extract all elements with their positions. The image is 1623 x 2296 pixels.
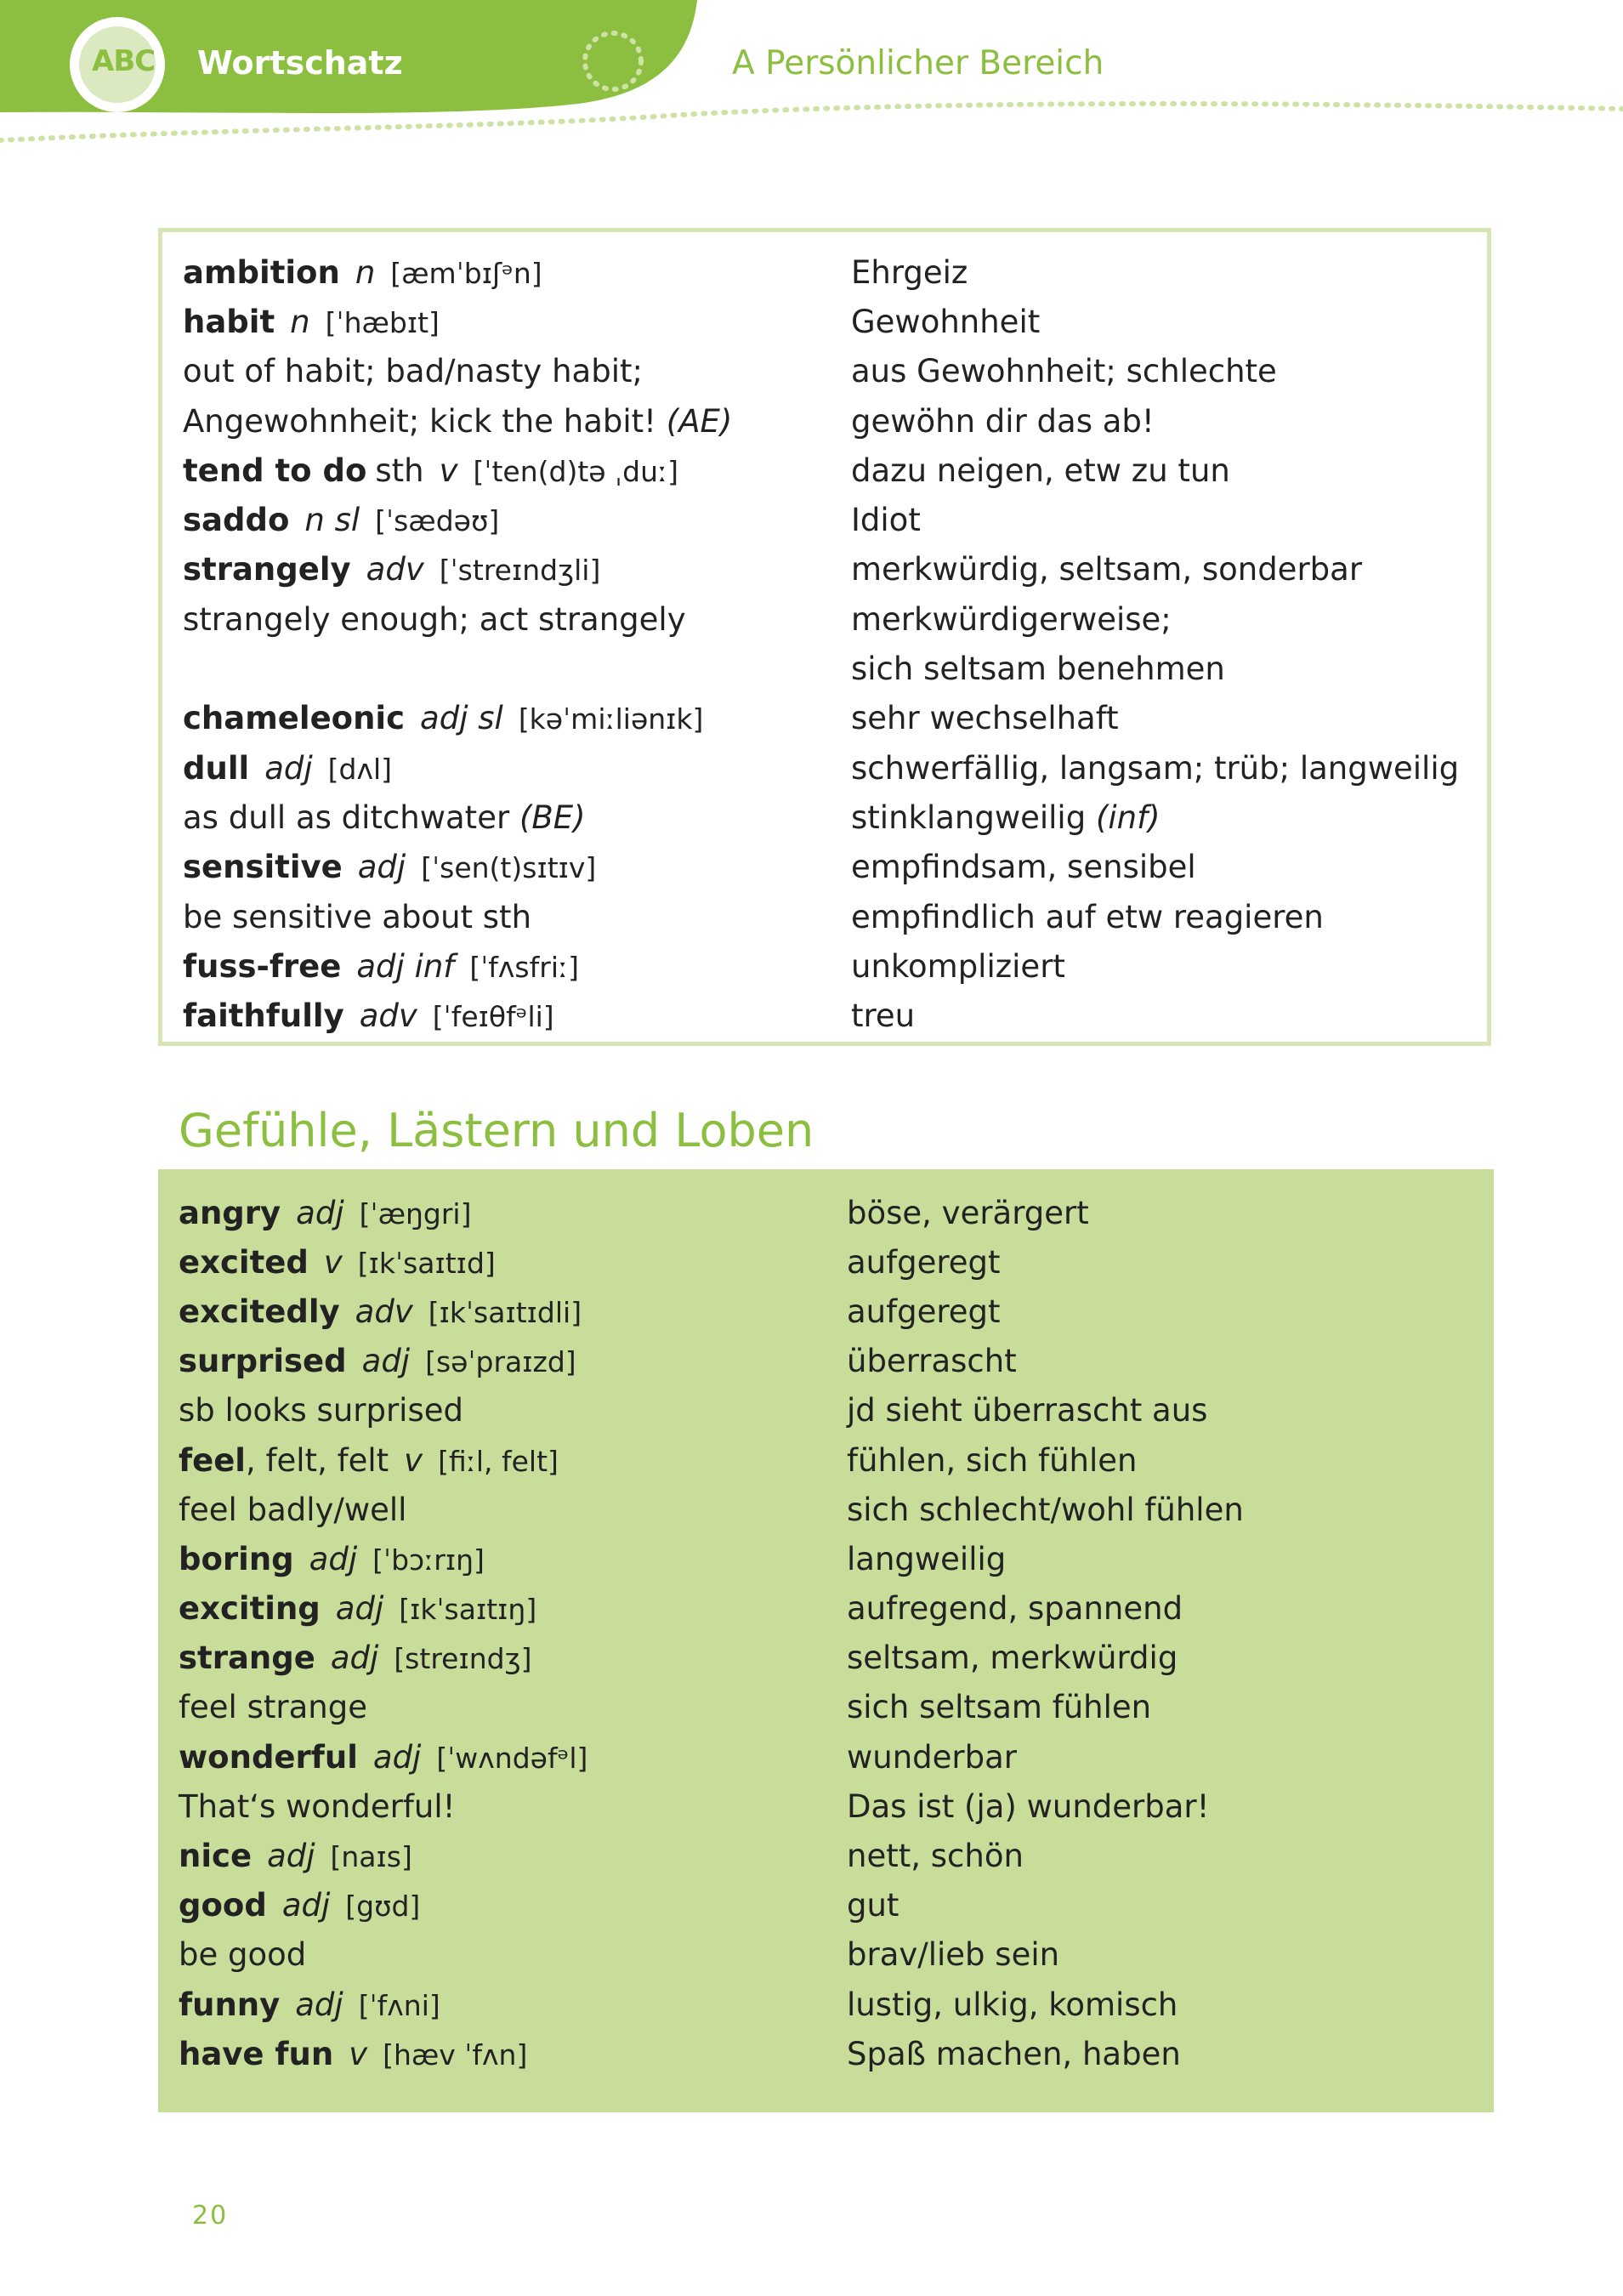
- english-term: [179, 1293, 847, 1330]
- part-of-speech: adj: [296, 1194, 344, 1231]
- headword: feel: [179, 1441, 246, 1479]
- translation-text: nett, schön: [847, 1838, 1024, 1875]
- headword: nice: [179, 1838, 253, 1875]
- pronunciation: [ɪkˈsaɪtɪd]: [357, 1246, 496, 1280]
- part-of-speech: adv: [366, 551, 424, 588]
- part-of-speech: adj: [357, 849, 406, 886]
- vocab-box-personality: [158, 228, 1491, 1046]
- translation-text: merkwürdigerweise;: [851, 600, 1172, 638]
- vocab-row: [179, 2029, 1479, 2078]
- english-term: [179, 1194, 847, 1231]
- headword: angry: [179, 1194, 281, 1231]
- example-phrase: sb looks surprised: [179, 1392, 463, 1429]
- translation-text: empfindsam, sensibel: [851, 849, 1196, 886]
- german-translation: [847, 1441, 1479, 1479]
- vocab-row: [179, 1584, 1479, 1634]
- part-of-speech: n sl: [304, 502, 360, 539]
- english-term: [179, 1441, 847, 1479]
- pronunciation: [æmˈbɪʃᵊn]: [390, 256, 542, 290]
- headword: sensitive: [183, 849, 343, 886]
- example-phrase: strangely enough; act strangely: [183, 600, 686, 638]
- part-of-speech: n: [355, 253, 376, 291]
- translation-text: dazu neigen, etw zu tun: [851, 452, 1230, 489]
- vocab-row: [183, 743, 1484, 793]
- translation-text: schwerfällig, langsam; trüb; langweilig: [851, 749, 1460, 787]
- part-of-speech: adj: [281, 1887, 331, 1924]
- headword: tend to do: [183, 452, 367, 489]
- vocab-row: [179, 1237, 1479, 1287]
- vocab-row: [179, 1683, 1479, 1732]
- headword: wonderful: [179, 1738, 358, 1776]
- english-term: [183, 402, 851, 440]
- headword: boring: [179, 1540, 294, 1577]
- english-term: [183, 502, 851, 539]
- vocab-row: [179, 1634, 1479, 1683]
- part-of-speech: adj: [295, 1986, 343, 2023]
- headword: strange: [179, 1640, 315, 1677]
- region-label: (BE): [519, 798, 586, 836]
- page-number: 20: [192, 2201, 229, 2231]
- english-term: [183, 898, 851, 935]
- german-translation: [847, 1194, 1479, 1231]
- german-translation: [847, 1243, 1479, 1281]
- german-translation: [851, 651, 1484, 688]
- english-term: [183, 749, 851, 787]
- pronunciation: [ˈstreɪndʒli]: [439, 554, 601, 588]
- headword-suffix: sth: [375, 452, 424, 489]
- english-term: [179, 1936, 847, 1974]
- header-section-title: A Persönlicher Bereich: [732, 44, 1104, 82]
- english-term: [183, 997, 851, 1035]
- vocab-row: [179, 1831, 1479, 1880]
- vocab-row: [183, 347, 1484, 396]
- pronunciation: [gʊd]: [345, 1890, 421, 1924]
- vocab-row: [179, 1980, 1479, 2029]
- vocab-list: [183, 247, 1484, 1041]
- german-translation: [851, 353, 1484, 390]
- pronunciation: [ˈfeɪθfᵊli]: [432, 1000, 554, 1034]
- vocab-row: [179, 1485, 1479, 1534]
- english-term: [183, 353, 851, 390]
- part-of-speech: v: [404, 1441, 423, 1479]
- translation-text: gut: [847, 1887, 899, 1924]
- english-term: [183, 700, 851, 737]
- translation-text: sich seltsam benehmen: [851, 651, 1225, 688]
- vocab-row: [183, 396, 1484, 446]
- vocab-row: [183, 297, 1484, 346]
- part-of-speech: adj: [335, 1590, 384, 1628]
- part-of-speech: adj sl: [420, 700, 503, 737]
- vocab-box-feelings: [158, 1169, 1494, 2112]
- german-translation: [847, 1986, 1479, 2023]
- german-translation: [851, 849, 1484, 886]
- english-term: [183, 798, 851, 836]
- english-term: [179, 1590, 847, 1628]
- vocab-row: [183, 594, 1484, 644]
- example-phrase: feel strange: [179, 1689, 367, 1726]
- translation-text: wunderbar: [847, 1738, 1017, 1776]
- pronunciation: [ˈæŋgri]: [359, 1196, 472, 1230]
- register-label: (inf): [1095, 798, 1161, 836]
- headword-suffix: , felt, felt: [245, 1441, 389, 1479]
- pronunciation: [ˈsædəʊ]: [375, 504, 500, 538]
- pronunciation: [fiːl, felt]: [438, 1444, 559, 1478]
- abc-badge: ABC: [92, 44, 156, 78]
- english-term: [179, 1689, 847, 1726]
- german-translation: [851, 253, 1484, 291]
- pronunciation: [səˈpraɪzd]: [425, 1345, 576, 1379]
- part-of-speech: adj inf: [356, 947, 455, 985]
- vocab-row: [183, 843, 1484, 892]
- english-term: [183, 303, 851, 340]
- translation-text: gewöhn dir das ab!: [851, 402, 1155, 440]
- english-term: [179, 1243, 847, 1281]
- headword: dull: [183, 749, 250, 787]
- translation-text: sehr wechselhaft: [851, 700, 1119, 737]
- translation-text: aufregend, spannend: [847, 1590, 1183, 1628]
- translation-text: Ehrgeiz: [851, 253, 968, 291]
- vocab-row: [179, 1386, 1479, 1435]
- german-translation: [851, 947, 1484, 985]
- translation-text: empfindlich auf etw reagieren: [851, 898, 1324, 935]
- vocab-row: [179, 1881, 1479, 1930]
- english-term: [179, 1640, 847, 1677]
- part-of-speech: adj: [309, 1540, 358, 1577]
- vocab-row: [179, 1732, 1479, 1782]
- vocab-row: [183, 694, 1484, 743]
- translation-text: aus Gewohnheit; schlechte: [851, 353, 1277, 390]
- english-term: [183, 551, 851, 588]
- pronunciation: [ɪkˈsaɪtɪŋ]: [399, 1593, 537, 1627]
- pronunciation: [ˈhæbɪt]: [325, 305, 440, 339]
- english-term: [179, 1343, 847, 1380]
- part-of-speech: adj: [264, 749, 313, 787]
- translation-text: aufgeregt: [847, 1243, 1001, 1281]
- german-translation: [851, 502, 1484, 539]
- part-of-speech: adj: [361, 1343, 411, 1380]
- english-term: [179, 1838, 847, 1875]
- vocab-row: [183, 941, 1484, 991]
- part-of-speech: adj: [267, 1838, 315, 1875]
- german-translation: [851, 303, 1484, 340]
- german-translation: [847, 1590, 1479, 1628]
- translation-text: überrascht: [847, 1343, 1017, 1380]
- vocab-row: [179, 1534, 1479, 1583]
- german-translation: [851, 551, 1484, 588]
- vocab-row: [179, 1930, 1479, 1980]
- german-translation: [847, 1689, 1479, 1726]
- german-translation: [851, 997, 1484, 1035]
- header-banner: [0, 0, 1623, 170]
- german-translation: [847, 1936, 1479, 1974]
- german-translation: [851, 798, 1484, 836]
- german-translation: [847, 1491, 1479, 1528]
- translation-text: sich seltsam fühlen: [847, 1689, 1152, 1726]
- part-of-speech: v: [349, 2035, 368, 2072]
- german-translation: [851, 452, 1484, 489]
- translation-text: lustig, ulkig, komisch: [847, 1986, 1178, 2023]
- vocab-row: [183, 793, 1484, 842]
- german-translation: [847, 1293, 1479, 1330]
- german-translation: [851, 402, 1484, 440]
- headword: strangely: [183, 551, 351, 588]
- pronunciation: [hæv ˈfʌn]: [383, 2037, 528, 2072]
- headword: chameleonic: [183, 700, 406, 737]
- vocab-row: [179, 1188, 1479, 1237]
- pronunciation: [dʌl]: [327, 752, 393, 786]
- example-phrase: That‘s wonderful!: [179, 1787, 456, 1825]
- translation-text: unkompliziert: [851, 947, 1065, 985]
- translation-text: Spaß machen, haben: [847, 2035, 1181, 2072]
- headword: excited: [179, 1243, 309, 1281]
- english-term: [183, 849, 851, 886]
- german-translation: [851, 700, 1484, 737]
- vocab-row: [183, 495, 1484, 544]
- german-translation: [851, 749, 1484, 787]
- part-of-speech: adv: [359, 997, 417, 1035]
- german-translation: [847, 1838, 1479, 1875]
- translation-text: fühlen, sich fühlen: [847, 1441, 1138, 1479]
- example-phrase: as dull as ditchwater: [183, 798, 510, 836]
- vocab-row: [179, 1287, 1479, 1336]
- part-of-speech: v: [439, 452, 458, 489]
- translation-text: treu: [851, 997, 916, 1035]
- german-translation: [851, 600, 1484, 638]
- headword: excitedly: [179, 1293, 340, 1330]
- translation-text: böse, verärgert: [847, 1194, 1089, 1231]
- pronunciation: [kəˈmiːliənɪk]: [518, 702, 704, 736]
- example-phrase: feel badly/well: [179, 1491, 407, 1528]
- german-translation: [847, 2035, 1479, 2072]
- english-term: [179, 1491, 847, 1528]
- translation-text: Gewohnheit: [851, 303, 1041, 340]
- region-label: (AE): [666, 402, 733, 440]
- english-term: [183, 253, 851, 291]
- example-phrase: out of habit; bad/nasty habit;: [183, 353, 643, 390]
- german-translation: [847, 1887, 1479, 1924]
- translation-text: Das ist (ja) wunderbar!: [847, 1787, 1210, 1825]
- translation-text: merkwürdig, seltsam, sonderbar: [851, 551, 1363, 588]
- pronunciation: [ˈbɔːrɪŋ]: [372, 1543, 485, 1577]
- part-of-speech: adj: [372, 1738, 422, 1776]
- pronunciation: [ɪkˈsaɪtɪdli]: [428, 1295, 582, 1329]
- german-translation: [847, 1392, 1479, 1429]
- vocab-row: [183, 247, 1484, 297]
- english-term: [179, 1540, 847, 1577]
- german-translation: [847, 1787, 1479, 1825]
- pronunciation: [ˈsen(t)sɪtɪv]: [421, 851, 597, 885]
- english-term: [179, 1887, 847, 1924]
- headword: habit: [183, 303, 275, 340]
- english-term: [179, 1986, 847, 2023]
- vocab-row: [179, 1337, 1479, 1386]
- pronunciation: [ˈten(d)tə ˌduː]: [473, 454, 678, 488]
- german-translation: [847, 1738, 1479, 1776]
- headword: fuss-free: [183, 947, 342, 985]
- example-phrase: be sensitive about sth: [183, 898, 532, 935]
- vocab-row: [183, 446, 1484, 495]
- vocab-row: [183, 892, 1484, 941]
- english-term: [179, 1738, 847, 1776]
- pronunciation: [ˈfʌni]: [358, 1988, 440, 2022]
- example-phrase: Angewohnheit; kick the habit!: [183, 402, 656, 440]
- section-heading: Gefühle, Lästern und Loben: [179, 1104, 814, 1157]
- part-of-speech: adv: [355, 1293, 413, 1330]
- vocab-row: [183, 991, 1484, 1040]
- headword: surprised: [179, 1343, 347, 1380]
- headword: good: [179, 1887, 267, 1924]
- translation-text: brav/lieb sein: [847, 1936, 1060, 1974]
- translation-text: Idiot: [851, 502, 921, 539]
- english-term: [183, 947, 851, 985]
- german-translation: [847, 1640, 1479, 1677]
- headword: have fun: [179, 2035, 334, 2072]
- english-term: [179, 2035, 847, 2072]
- vocab-list: [179, 1188, 1479, 2078]
- pronunciation: [ˈfʌsfriː]: [469, 950, 579, 984]
- english-term: [183, 452, 851, 489]
- headword: ambition: [183, 253, 340, 291]
- headword: exciting: [179, 1590, 321, 1628]
- part-of-speech: n: [290, 303, 310, 340]
- part-of-speech: v: [323, 1243, 343, 1281]
- translation-text: aufgeregt: [847, 1293, 1001, 1330]
- headword: funny: [179, 1986, 281, 2023]
- pronunciation: [streɪndʒ]: [394, 1642, 532, 1676]
- headword: saddo: [183, 502, 290, 539]
- vocab-row: [179, 1782, 1479, 1831]
- translation-text: stinklangweilig: [851, 798, 1087, 836]
- headword: faithfully: [183, 997, 344, 1035]
- translation-text: seltsam, merkwürdig: [847, 1640, 1178, 1677]
- translation-text: langweilig: [847, 1540, 1007, 1577]
- pronunciation: [naɪs]: [330, 1840, 412, 1874]
- example-phrase: be good: [179, 1936, 307, 1974]
- english-term: [179, 1392, 847, 1429]
- translation-text: jd sieht überrascht aus: [847, 1392, 1208, 1429]
- english-term: [183, 600, 851, 638]
- part-of-speech: adj: [330, 1640, 379, 1677]
- german-translation: [851, 898, 1484, 935]
- vocab-row: [183, 545, 1484, 594]
- translation-text: sich schlecht/wohl fühlen: [847, 1491, 1244, 1528]
- english-term: [179, 1787, 847, 1825]
- pronunciation: [ˈwʌndəfᵊl]: [436, 1741, 588, 1775]
- german-translation: [847, 1343, 1479, 1380]
- vocab-row: [183, 644, 1484, 693]
- vocab-row: [179, 1435, 1479, 1485]
- header-title: Wortschatz: [197, 44, 403, 82]
- german-translation: [847, 1540, 1479, 1577]
